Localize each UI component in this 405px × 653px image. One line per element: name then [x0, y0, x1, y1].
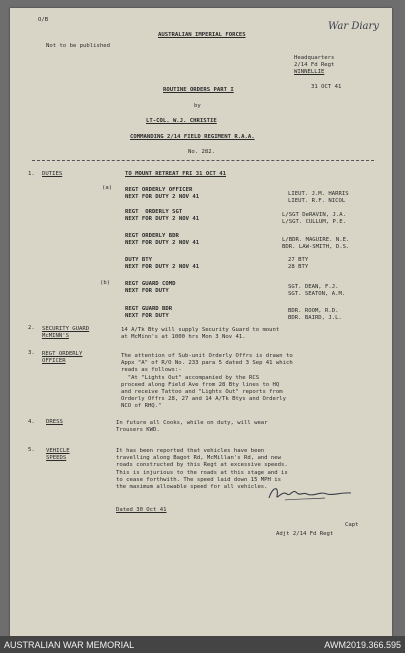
- hq-line-2: 2/14 Fd Regt: [294, 62, 335, 68]
- duty-orderly-sgt-names: L/SGT DeRAVIN, J.A. L/SGT. CULLUM, P.E.: [282, 212, 346, 226]
- duty-guard-comd-names: SGT. DEAN, F.J. SGT. SEATON, A.M.: [288, 284, 346, 298]
- duty-orderly-bdr-names: L/BDR. MAGUIRE. N.E. BDR. LAW-SMITH, D.S.: [282, 237, 350, 251]
- section-3-title: REGT ORDERLY OFFICER: [42, 351, 83, 365]
- duty-guard-bdr: REGT GUARD BDR NEXT FOR DUTY: [125, 306, 173, 320]
- corner-reference: O/B: [38, 17, 49, 23]
- section-2-text: 14 A/Tk Bty will supply Security Guard to mount at McMinn's at 1000 hrs Mon 3 Nov 41.: [121, 327, 280, 341]
- section-5-number: 5.: [28, 447, 35, 453]
- dated-line: Dated 30 Oct 41: [116, 507, 167, 513]
- order-title: ROUTINE ORDERS PART I: [163, 87, 234, 93]
- duty-battery: DUTY BTY NEXT FOR DUTY 2 NOV 41: [125, 257, 200, 271]
- sub-a-label: (a): [102, 185, 113, 191]
- duty-orderly-bdr: REGT ORDERLY BDR NEXT FOR DUTY 2 NOV 41: [125, 233, 200, 247]
- section-2-number: 2.: [28, 325, 35, 331]
- handwritten-note: War Diary: [328, 21, 379, 32]
- divider: [32, 160, 374, 161]
- footer-institution: AUSTRALIAN WAR MEMORIAL: [4, 640, 135, 650]
- signature-title: Adjt 2/14 Fd Regt: [276, 531, 334, 537]
- sub-b-label: (b): [100, 280, 111, 286]
- signature-image: [265, 482, 355, 504]
- section-1-heading: TO MOUNT RETREAT FRI 31 OCT 41: [125, 171, 227, 177]
- document-page: [10, 8, 392, 636]
- section-1-number: 1.: [28, 171, 35, 177]
- distribution-note: Not to be published: [46, 43, 110, 49]
- force-heading: AUSTRALIAN IMPERIAL FORCES: [158, 32, 246, 38]
- hq-line-1: Headquarters: [294, 55, 335, 61]
- order-date: 31 OCT 41: [311, 84, 342, 90]
- section-2-title: SECURITY GUARD McMINN'S: [42, 326, 90, 340]
- duty-battery-names: 27 BTY 28 BTY: [288, 257, 309, 271]
- by-line: by: [194, 103, 201, 109]
- duty-orderly-sgt: REGT ORDERLY SGT NEXT FOR DUTY 2 NOV 41: [125, 209, 200, 223]
- footer-bar: [0, 636, 405, 653]
- command-line: COMMANDING 2/14 FIELD REGIMENT R.A.A.: [130, 134, 255, 140]
- duty-orderly-officer-names: LIEUT. J.M. HARRIS LIEUT. R.F. NICOL: [288, 191, 349, 205]
- order-number: No. 282.: [188, 149, 215, 155]
- section-3-text: The attention of Sub-unit Orderly Offrs is drawn to Appx "A" of R/O No. 233 para 5 dated 3 Sep 41 which reads as follows:- "At "Lights Out" accompanied by the RCS proceed along Field Ave from 28 Bty lines to HQ and receive Tattoo and "Lights Out" reports from Orderly Offrs 28, 27 and 14 A/Tk Btys and Orderly NCO of RHQ.": [121, 353, 293, 410]
- duty-guard-bdr-names: BDR. ROOM, R.D. BDR. BAIRD, J.L.: [288, 308, 342, 322]
- section-4-number: 4.: [28, 419, 35, 425]
- officer-name: LT-COL. W.J. CHRISTIE: [146, 118, 217, 124]
- duty-orderly-officer: REGT ORDERLY OFFICER NEXT FOR DUTY 2 NOV 41: [125, 187, 200, 201]
- signature-rank: Capt: [345, 522, 359, 528]
- section-5-title: VEHICLE SPEEDS: [46, 448, 70, 462]
- section-4-text: In future all Cooks, while on duty, will wear Trousers KWD.: [116, 420, 268, 434]
- section-3-number: 3.: [28, 350, 35, 356]
- section-1-title: DUTIES: [42, 171, 63, 177]
- section-5-text: It has been reported that vehicles have been travelling along Bagot Rd, McMillan's Rd, and new roads constructed by this Regt at excessive speeds. This is injurious to the roads at this stage and is to cease forthwith. The speed laid down 15 MPH is the maximum allowable speed for all vehicles.: [116, 448, 288, 491]
- duty-guard-comd: REGT GUARD COMD NEXT FOR DUTY: [125, 281, 176, 295]
- footer-accession-number: AWM2019.366.595: [324, 640, 401, 650]
- section-4-title: DRESS: [46, 419, 63, 425]
- hq-line-3: WINNELLIE: [294, 69, 325, 75]
